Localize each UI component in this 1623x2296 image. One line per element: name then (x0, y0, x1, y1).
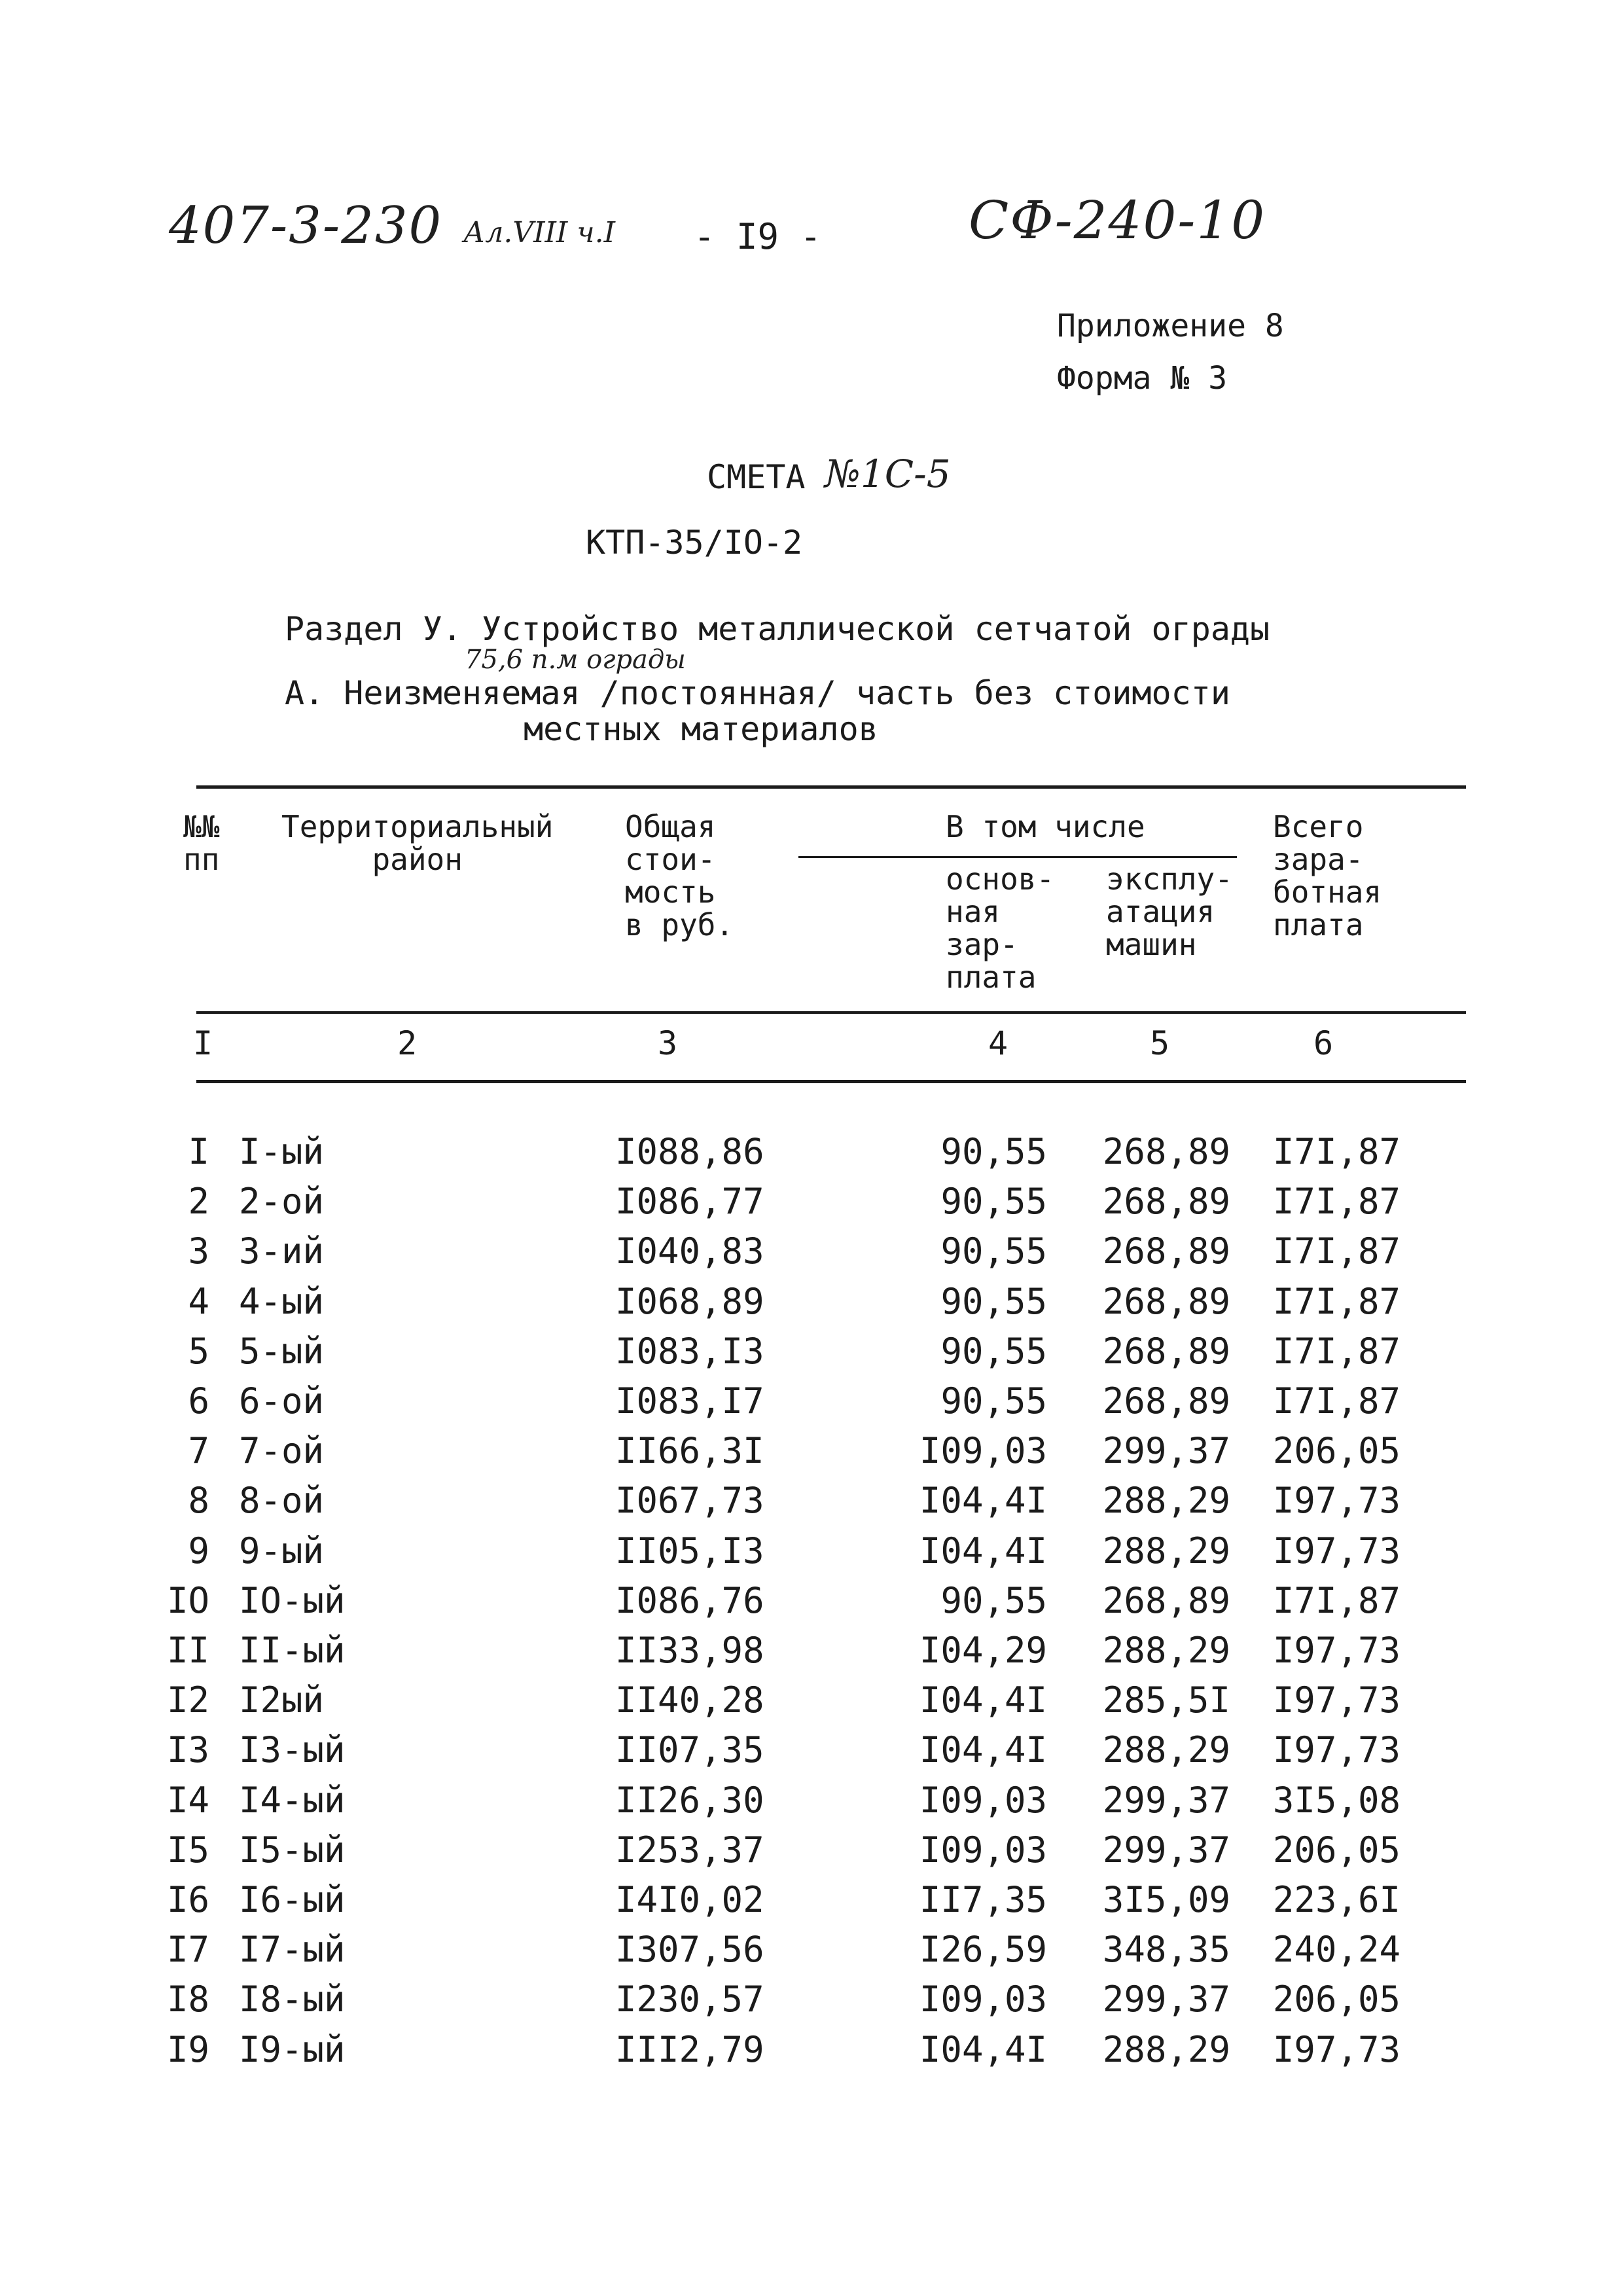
row-base-salary: 90,55 (940, 1181, 1047, 1222)
row-total-wages: I7I,87 (1272, 1580, 1400, 1621)
part-title-line2: местных материалов (524, 710, 878, 748)
row-region: I6-ый (239, 1879, 346, 1920)
row-total-cost: I230,57 (615, 1979, 764, 2020)
row-base-salary: 90,55 (940, 1230, 1047, 1272)
row-total-wages: 206,05 (1272, 1829, 1400, 1871)
row-number: I7 (166, 1929, 209, 1970)
row-machine-operation: 288,29 (1102, 1480, 1230, 1521)
row-total-cost: I086,77 (615, 1181, 764, 1222)
column-number: I (193, 1024, 213, 1062)
row-machine-operation: 299,37 (1102, 1829, 1230, 1871)
section-title: Раздел У. Устройство металлической сетчатой ограды (285, 610, 1270, 648)
estimate-object: КТП-35/IO-2 (586, 524, 803, 562)
row-total-wages: I7I,87 (1272, 1281, 1400, 1322)
row-region: I-ый (239, 1131, 325, 1172)
row-total-cost: II07,35 (615, 1729, 764, 1770)
row-number: 9 (188, 1530, 209, 1571)
row-total-wages: 223,6I (1272, 1879, 1400, 1920)
row-number: 5 (188, 1331, 209, 1372)
row-base-salary: 90,55 (940, 1580, 1047, 1621)
row-total-wages: 240,24 (1272, 1929, 1400, 1970)
row-base-salary: 90,55 (940, 1331, 1047, 1372)
row-number: IO (166, 1580, 209, 1621)
row-region: 3-ий (239, 1230, 325, 1272)
row-base-salary: I09,03 (919, 1829, 1047, 1871)
header-col-total: Общая стои- мость в руб. (625, 809, 734, 942)
row-total-wages: I97,73 (1272, 1729, 1400, 1770)
row-number: 6 (188, 1380, 209, 1422)
row-number: I9 (166, 2029, 209, 2070)
row-base-salary: I04,4I (919, 1530, 1047, 1571)
row-base-salary: I04,4I (919, 1480, 1047, 1521)
column-number: 5 (1150, 1024, 1170, 1062)
row-machine-operation: 288,29 (1102, 1530, 1230, 1571)
album-reference: Ал.VIII ч.I (463, 216, 615, 249)
row-number: 2 (188, 1181, 209, 1222)
row-machine-operation: 268,89 (1102, 1281, 1230, 1322)
row-total-cost: II05,I3 (615, 1530, 764, 1571)
header-group-including: В том числе (946, 809, 1145, 844)
row-total-cost: III2,79 (615, 2029, 764, 2070)
row-total-wages: I7I,87 (1272, 1131, 1400, 1172)
row-number: I4 (166, 1780, 209, 1821)
row-machine-operation: 3I5,09 (1102, 1879, 1230, 1920)
row-total-wages: I97,73 (1272, 1679, 1400, 1721)
row-machine-operation: 268,89 (1102, 1131, 1230, 1172)
header-col-wages: Всего зара- ботная плата (1273, 809, 1382, 942)
row-total-wages: I7I,87 (1272, 1230, 1400, 1272)
header-col-machines: эксплу- атация машин (1106, 861, 1233, 962)
table-top-rule (196, 785, 1466, 789)
row-total-cost: I086,76 (615, 1580, 764, 1621)
row-machine-operation: 299,37 (1102, 1780, 1230, 1821)
row-total-cost: II66,3I (615, 1430, 764, 1471)
appendix-label: Приложение 8 (1057, 308, 1284, 344)
row-base-salary: I09,03 (919, 1979, 1047, 2020)
header-bottom-rule (196, 1011, 1466, 1014)
row-total-cost: I040,83 (615, 1230, 764, 1272)
column-number: 4 (988, 1024, 1008, 1062)
row-machine-operation: 299,37 (1102, 1430, 1230, 1471)
row-total-cost: II33,98 (615, 1630, 764, 1671)
row-total-wages: I97,73 (1272, 2029, 1400, 2070)
estimate-label: СМЕТА (707, 458, 806, 496)
row-number: I8 (166, 1979, 209, 2020)
row-machine-operation: 285,5I (1102, 1679, 1230, 1721)
row-total-cost: II40,28 (615, 1679, 764, 1721)
row-region: 4-ый (239, 1281, 325, 1322)
row-number: 3 (188, 1230, 209, 1272)
row-total-wages: 206,05 (1272, 1430, 1400, 1471)
row-base-salary: I09,03 (919, 1430, 1047, 1471)
row-number: II (166, 1630, 209, 1671)
header-col-salary: основ- ная зар- плата (946, 861, 1055, 995)
row-region: I4-ый (239, 1780, 346, 1821)
row-machine-operation: 348,35 (1102, 1929, 1230, 1970)
series-code: СФ-240-10 (969, 190, 1266, 251)
row-region: II-ый (239, 1630, 346, 1671)
row-region: 6-ой (239, 1380, 325, 1422)
row-total-wages: 206,05 (1272, 1979, 1400, 2020)
row-machine-operation: 268,89 (1102, 1331, 1230, 1372)
row-total-wages: I7I,87 (1272, 1181, 1400, 1222)
row-number: 7 (188, 1430, 209, 1471)
row-total-cost: I253,37 (615, 1829, 764, 1871)
row-base-salary: I26,59 (919, 1929, 1047, 1970)
document-code: 407-3-230 (169, 196, 443, 255)
row-region: 8-ой (239, 1480, 325, 1521)
row-number: I3 (166, 1729, 209, 1770)
row-base-salary: I04,29 (919, 1630, 1047, 1671)
row-machine-operation: 288,29 (1102, 1630, 1230, 1671)
header-col-number: №№ пп (183, 809, 220, 877)
row-total-cost: I4I0,02 (615, 1879, 764, 1920)
row-region: I3-ый (239, 1729, 346, 1770)
row-region: I9-ый (239, 2029, 346, 2070)
row-machine-operation: 268,89 (1102, 1230, 1230, 1272)
row-total-cost: I068,89 (615, 1281, 764, 1322)
row-region: 7-ой (239, 1430, 325, 1471)
row-number: I2 (166, 1679, 209, 1721)
row-total-wages: I97,73 (1272, 1530, 1400, 1571)
row-total-cost: I083,I7 (615, 1380, 764, 1422)
row-total-cost: II26,30 (615, 1780, 764, 1821)
row-machine-operation: 288,29 (1102, 1729, 1230, 1770)
row-total-cost: I307,56 (615, 1929, 764, 1970)
part-title-line1: А. Неизменяемая /постоянная/ часть без стоимости (285, 674, 1230, 712)
row-total-wages: 3I5,08 (1272, 1780, 1400, 1821)
row-total-wages: I7I,87 (1272, 1331, 1400, 1372)
row-base-salary: I04,4I (919, 2029, 1047, 2070)
row-machine-operation: 268,89 (1102, 1580, 1230, 1621)
row-base-salary: II7,35 (919, 1879, 1047, 1920)
row-base-salary: I04,4I (919, 1679, 1047, 1721)
row-base-salary: I04,4I (919, 1729, 1047, 1770)
row-number: 8 (188, 1480, 209, 1521)
row-machine-operation: 288,29 (1102, 2029, 1230, 2070)
column-number: 6 (1313, 1024, 1334, 1062)
row-number: I (188, 1131, 209, 1172)
row-total-wages: I7I,87 (1272, 1380, 1400, 1422)
form-number: Форма № 3 (1057, 360, 1228, 397)
row-region: 2-ой (239, 1181, 325, 1222)
row-machine-operation: 268,89 (1102, 1181, 1230, 1222)
column-number: 3 (658, 1024, 678, 1062)
row-base-salary: 90,55 (940, 1131, 1047, 1172)
row-region: 9-ый (239, 1530, 325, 1571)
row-machine-operation: 299,37 (1102, 1979, 1230, 2020)
column-number: 2 (397, 1024, 418, 1062)
section-note: 75,6 п.м ограды (465, 645, 686, 675)
row-region: I2ый (239, 1679, 325, 1721)
row-base-salary: 90,55 (940, 1380, 1047, 1422)
row-total-cost: I067,73 (615, 1480, 764, 1521)
row-machine-operation: 268,89 (1102, 1380, 1230, 1422)
row-region: I7-ый (239, 1929, 346, 1970)
row-region: I5-ый (239, 1829, 346, 1871)
row-base-salary: 90,55 (940, 1281, 1047, 1322)
row-region: 5-ый (239, 1331, 325, 1372)
row-region: IO-ый (239, 1580, 346, 1621)
row-number: I5 (166, 1829, 209, 1871)
estimate-number: №1С-5 (825, 452, 951, 496)
row-total-wages: I97,73 (1272, 1630, 1400, 1671)
row-total-cost: I083,I3 (615, 1331, 764, 1372)
row-total-wages: I97,73 (1272, 1480, 1400, 1521)
page-number: - I9 - (694, 216, 822, 257)
row-region: I8-ый (239, 1979, 346, 2020)
row-base-salary: I09,03 (919, 1780, 1047, 1821)
subheader-rule (798, 856, 1237, 858)
row-number: 4 (188, 1281, 209, 1322)
header-col-region: Территориальный район (281, 809, 554, 877)
column-number-rule (196, 1080, 1466, 1083)
row-number: I6 (166, 1879, 209, 1920)
row-total-cost: I088,86 (615, 1131, 764, 1172)
